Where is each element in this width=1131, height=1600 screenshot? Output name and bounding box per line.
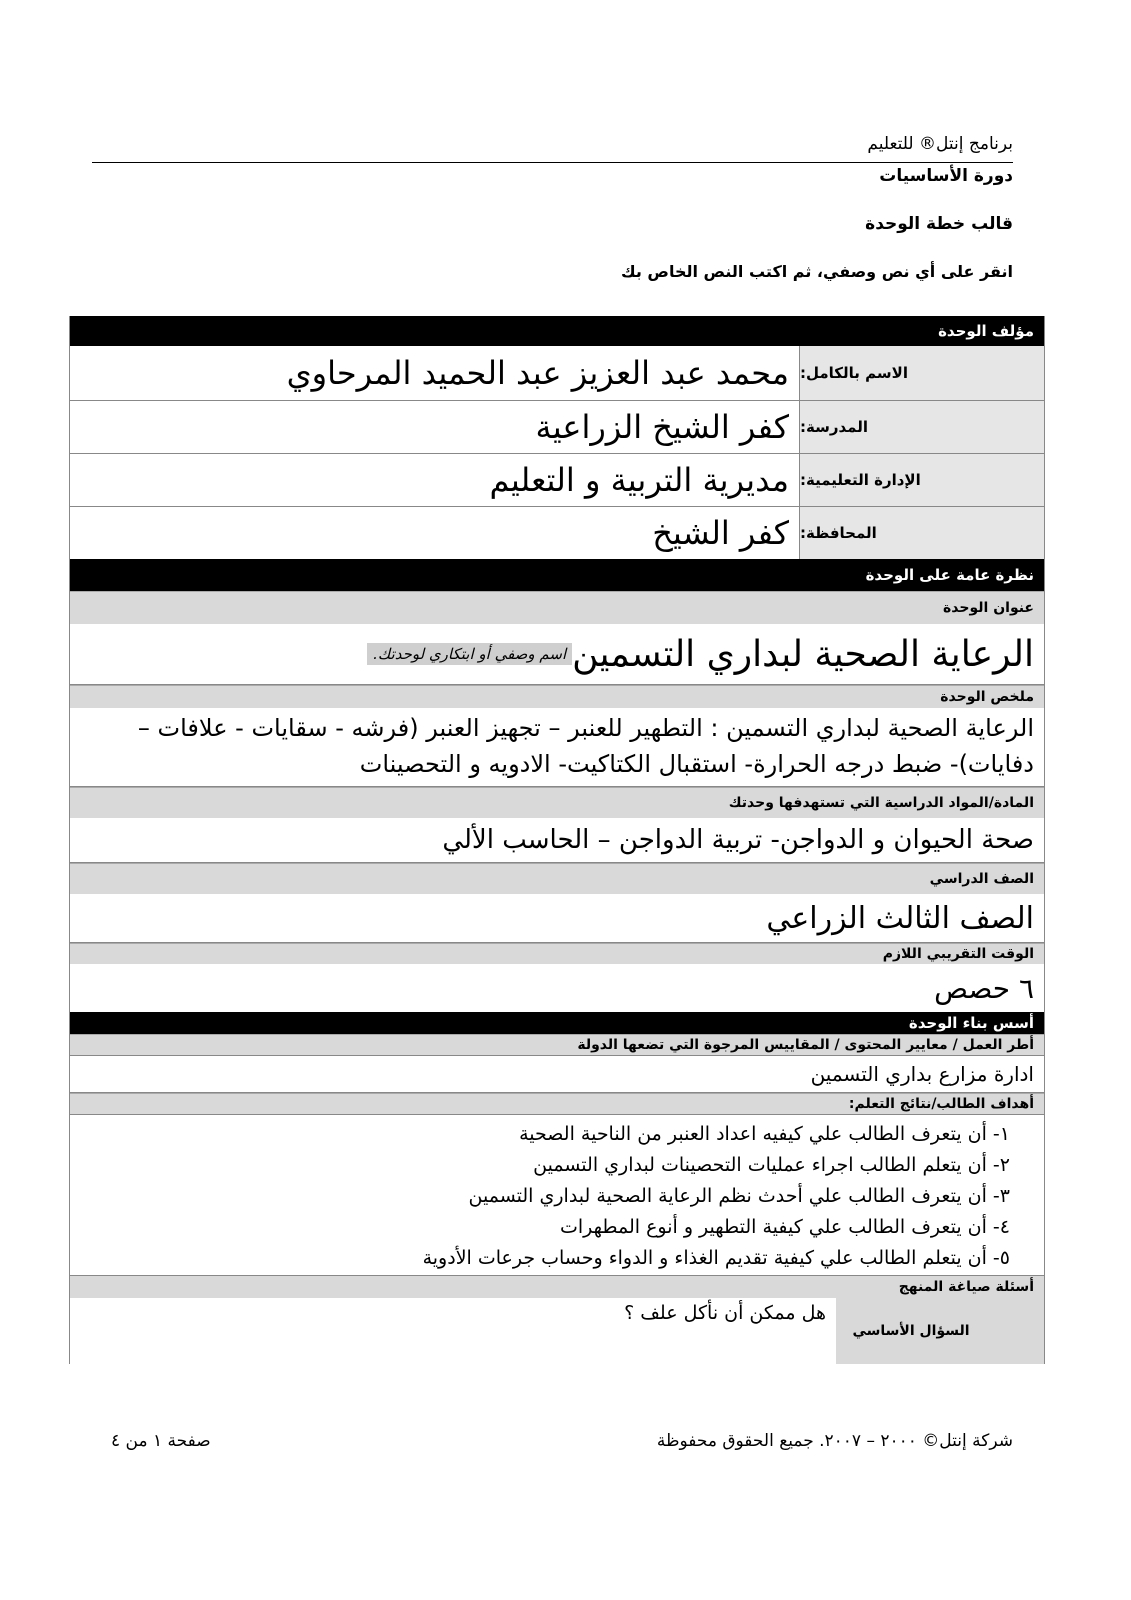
page-number: صفحة ١ من ٤ [111,1431,211,1451]
subject-value: صحة الحيوان و الدواجن- تربية الدواجن – الحاسب الألي [442,825,1034,855]
instruction-text: انقر على أي نص وصفي، ثم اكتب النص الخاص بك [620,262,1013,281]
foundations-section-header: أسس بناء الوحدة [70,1012,1044,1034]
unit-title-field[interactable] [70,624,1044,685]
author-name-row [70,346,1044,401]
goal-item: ٢- أن يتعلم الطالب اجراء عمليات التحصينات لبداري التسمين [533,1154,1010,1176]
time-label: الوقت التقريبي اللازم [70,943,1044,964]
goal-item: ١- أن يتعرف الطالب علي كيفيه اعداد العنبر من الناحية الصحية [519,1123,1010,1145]
subject-field[interactable] [70,818,1044,863]
goal-item: ٤- أن يتعرف الطالب علي كيفية التطهير و أنوع المطهرات [560,1216,1010,1238]
school-field[interactable]: كفر الشيخ الزراعية [70,401,799,453]
unit-summary-field[interactable] [70,708,1044,787]
author-section-header: مؤلف الوحدة [70,316,1044,346]
time-value: ٦ حصص [934,971,1034,1005]
overview-section-header: نظرة عامة على الوحدة [70,559,1044,591]
governorate-field[interactable]: كفر الشيخ [70,507,799,559]
grade-field[interactable] [70,894,1044,943]
time-field[interactable] [70,964,1044,1012]
standards-label: أطر العمل / معايير المحتوى / المقاييس المرجوة التي تضعها الدولة [70,1034,1044,1056]
unit-plan-form [69,316,1045,1364]
goals-list [80,1115,1034,1278]
directorate-label: الإدارة التعليمية: [799,454,1044,506]
template-title: قالب خطة الوحدة [865,214,1013,234]
directorate-field[interactable]: مديرية التربية و التعليم [70,454,799,506]
standards-field[interactable] [70,1056,1044,1093]
program-title: برنامج إنتل® للتعليم [867,134,1013,154]
unit-summary-line-1: الرعاية الصحية لبداري التسمين : التطهير للعنبر – تجهيز العنبر (فرشه - سقايات - علافات – [137,714,1034,742]
unit-summary-label: ملخص الوحدة [70,685,1044,708]
goal-item: ٣- أن يتعرف الطالب علي أحدث نظم الرعاية الصحية لبداري التسمين [468,1185,1010,1207]
essential-question-field[interactable]: هل ممكن أن نأكل علف ؟ [70,1298,836,1364]
goal-item: ٥- أن يتعلم الطالب علي كيفية تقديم الغذاء و الدواء وحساب جرعات الأدوية [422,1247,1010,1269]
unit-title-value: الرعاية الصحية لبداري التسمين [572,633,1034,675]
grade-value: الصف الثالث الزراعي [766,900,1034,936]
unit-summary-line-2: دفايات)- ضبط درجه الحرارة- استقبال الكتاكيت- الادويه و التحصينات [359,750,1034,778]
subject-label: المادة/المواد الدراسية التي تستهدفها وحدتك [70,787,1044,818]
goals-label: أهداف الطالب/نتائج التعلم: [70,1093,1044,1115]
copyright-text: شركة إنتل© ٢٠٠٠ – ٢٠٠٧. جميع الحقوق محفوظة [656,1431,1013,1451]
essential-question-label: السؤال الأساسي [836,1298,986,1364]
goals-field[interactable] [70,1115,1044,1276]
author-name-label: الاسم بالكامل: [799,346,1044,400]
header-divider [92,162,1013,163]
author-name-field[interactable]: محمد عبد العزيز عبد الحميد المرحاوي [70,346,799,400]
unit-title-hint: اسم وصفي أو ابتكاري لوحدتك. [367,643,572,665]
course-title: دورة الأساسيات [879,166,1013,186]
essential-question-row [70,1298,1044,1364]
unit-title-label: عنوان الوحدة [70,591,1044,624]
school-row [70,401,1044,454]
grade-label: الصف الدراسي [70,863,1044,894]
question-spacer-cell [986,1298,1044,1364]
school-label: المدرسة: [799,401,1044,453]
standards-value: ادارة مزارع بداري التسمين [810,1062,1034,1086]
governorate-label: المحافظة: [799,507,1044,559]
questions-label: أسئلة صياغة المنهج [70,1276,1044,1298]
directorate-row [70,454,1044,507]
governorate-row [70,507,1044,559]
